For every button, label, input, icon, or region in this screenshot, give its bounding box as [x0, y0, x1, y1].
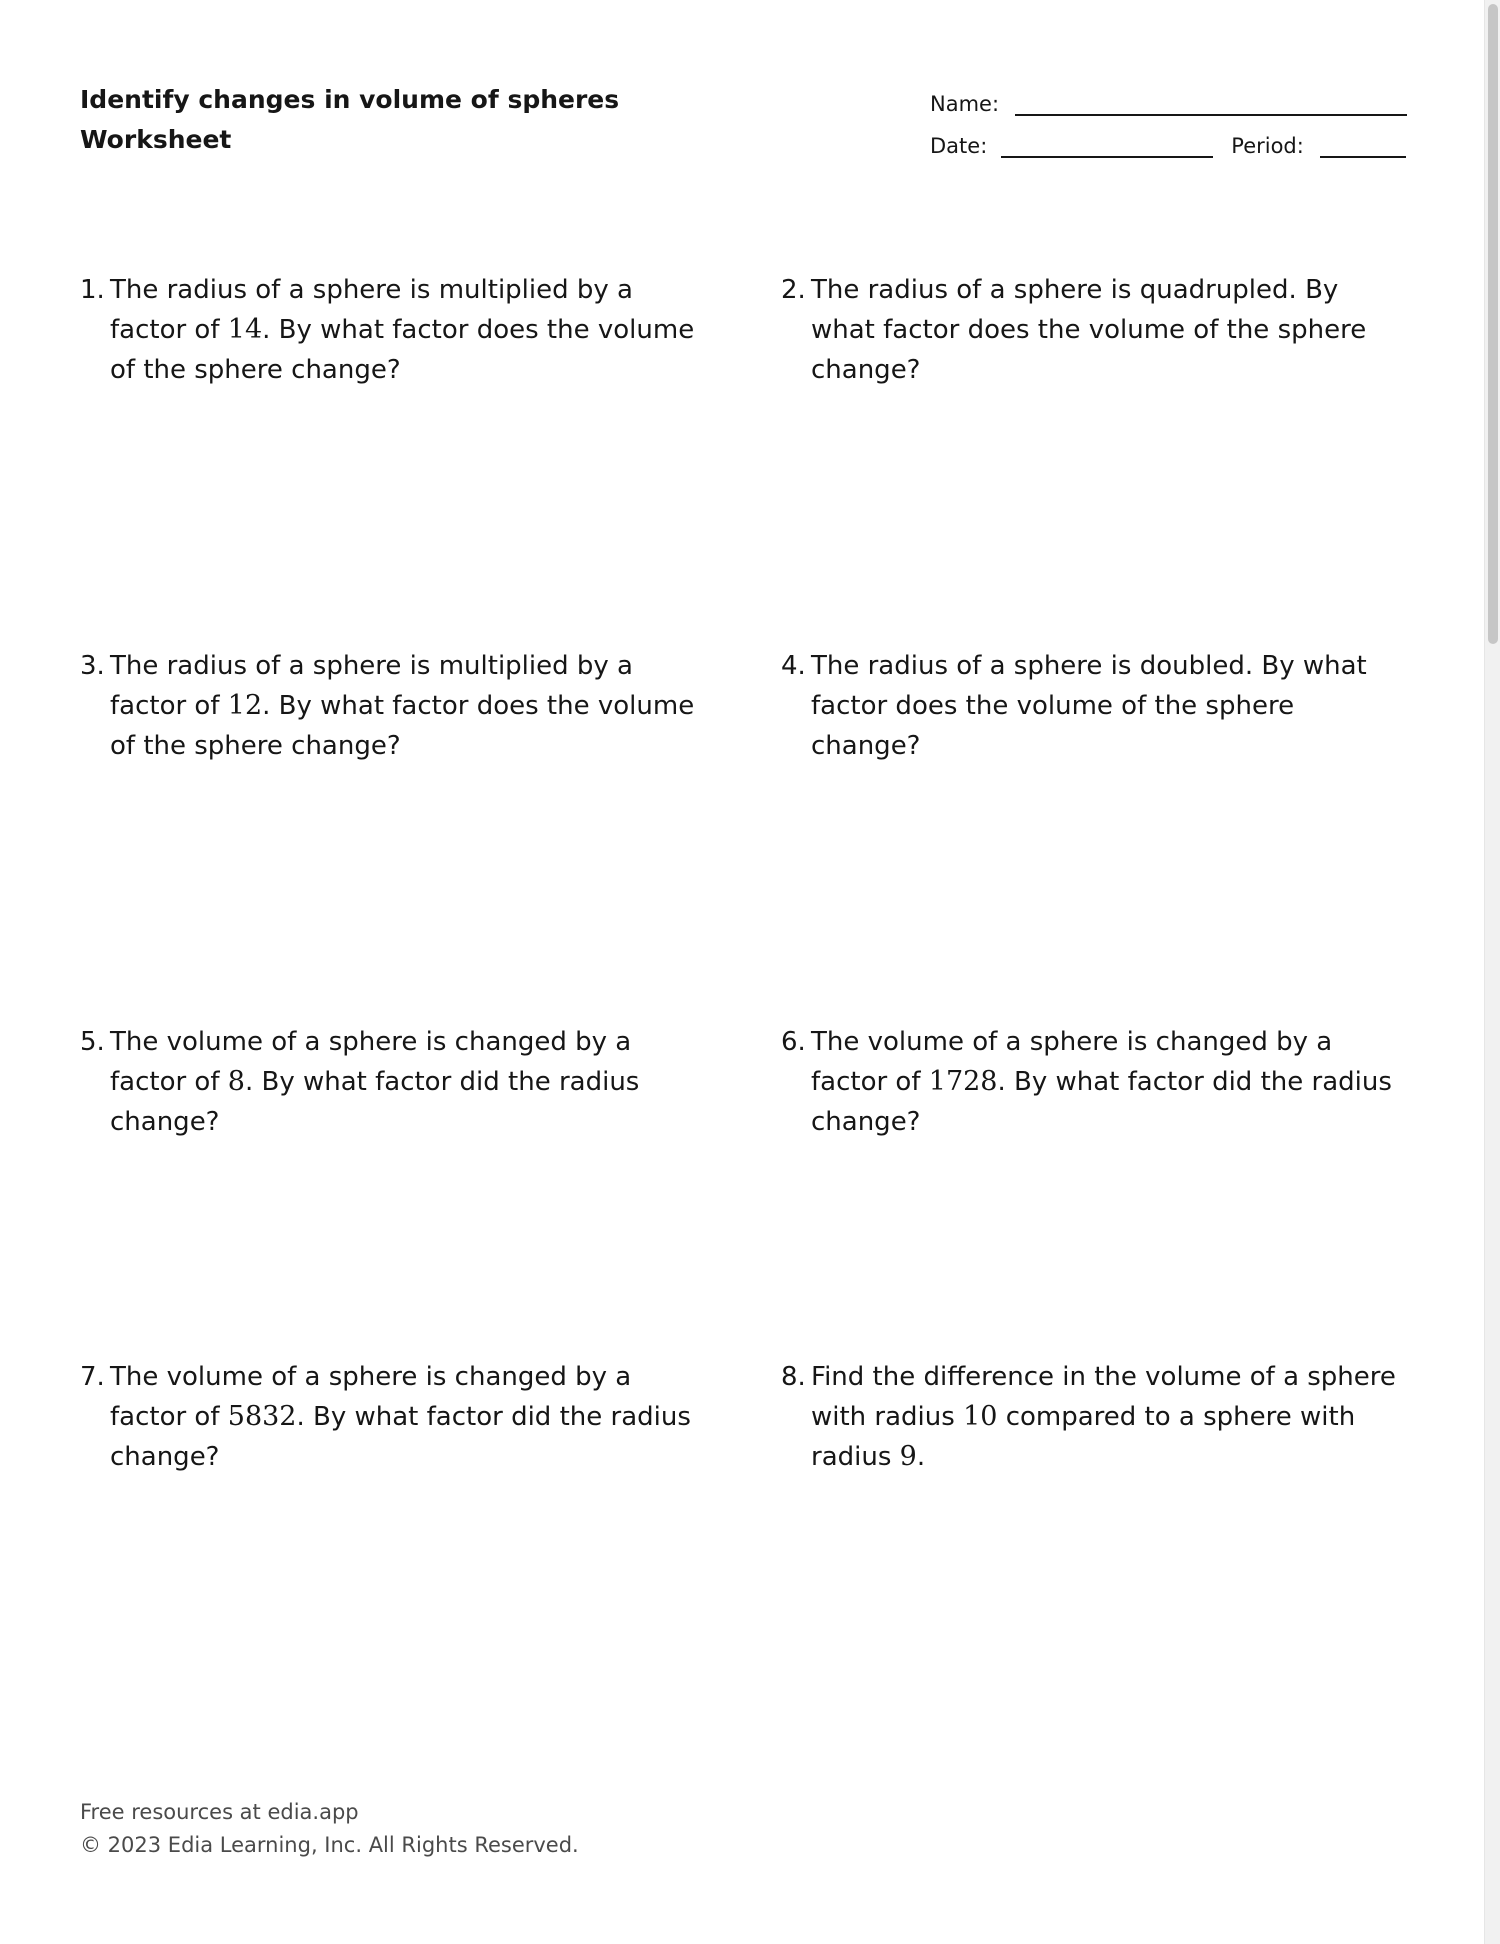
- problem-7: [80, 1357, 705, 1477]
- problem-text: The radius of a sphere is multiplied by a factor of 12. By what factor does the volume of the sphere change?: [110, 651, 695, 761]
- math-value: 5832: [227, 1401, 297, 1432]
- period-blank-line[interactable]: [1320, 132, 1406, 158]
- problem-text: The radius of a sphere is quadrupled. By what factor does the volume of the sphere change?: [811, 275, 1367, 385]
- problem-4: [781, 646, 1406, 766]
- math-value: 14: [227, 314, 263, 345]
- math-value: 9: [899, 1441, 917, 1472]
- problem-text: The radius of a sphere is multiplied by a factor of 14. By what factor does the volume of the sphere change?: [110, 275, 695, 385]
- problem-text: Find the difference in the volume of a sphere with radius 10 compared to a sphere with radius 9.: [811, 1362, 1396, 1472]
- problem-number: 1.: [80, 275, 105, 305]
- date-period-row: [930, 128, 1406, 164]
- problem-1: [80, 270, 705, 390]
- problem-number: 7.: [80, 1362, 105, 1392]
- problem-number: 6.: [781, 1027, 806, 1057]
- problem-number: 2.: [781, 275, 806, 305]
- date-blank-line[interactable]: [1001, 132, 1213, 158]
- period-label: Period:: [1231, 134, 1304, 158]
- footer-resources-text: Free resources at edia.app: [80, 1800, 359, 1824]
- title-line-1: Identify changes in volume of spheres: [80, 85, 620, 114]
- worksheet-title: [80, 80, 640, 160]
- problem-6: [781, 1022, 1406, 1142]
- problem-8: [781, 1357, 1406, 1477]
- problem-text: The volume of a sphere is changed by a factor of 1728. By what factor did the radius change?: [811, 1027, 1392, 1137]
- problem-number: 8.: [781, 1362, 806, 1392]
- math-value: 10: [963, 1401, 998, 1432]
- problem-5: [80, 1022, 705, 1142]
- name-label: Name:: [930, 92, 1000, 116]
- title-line-2: Worksheet: [80, 125, 232, 154]
- math-value: 12: [227, 690, 263, 721]
- problem-number: 5.: [80, 1027, 105, 1057]
- problem-number: 4.: [781, 651, 806, 681]
- problem-text: The volume of a sphere is changed by a factor of 5832. By what factor did the radius change?: [110, 1362, 691, 1472]
- problem-2: [781, 270, 1406, 390]
- footer-copyright-text: © 2023 Edia Learning, Inc. All Rights Reserved.: [80, 1833, 579, 1857]
- name-field-row: [930, 86, 1407, 122]
- problem-text: The volume of a sphere is changed by a factor of 8. By what factor did the radius change?: [110, 1027, 640, 1137]
- math-value: 8: [227, 1066, 245, 1097]
- math-value: 1728: [928, 1066, 998, 1097]
- problem-3: [80, 646, 705, 766]
- problem-text: The radius of a sphere is doubled. By what factor does the volume of the sphere change?: [811, 651, 1367, 761]
- problem-number: 3.: [80, 651, 105, 681]
- date-label: Date:: [930, 134, 988, 158]
- scrollbar-thumb[interactable]: [1488, 4, 1498, 644]
- vertical-scrollbar[interactable]: [1484, 0, 1500, 1944]
- footer: [80, 1796, 579, 1862]
- name-blank-line[interactable]: [1015, 90, 1407, 116]
